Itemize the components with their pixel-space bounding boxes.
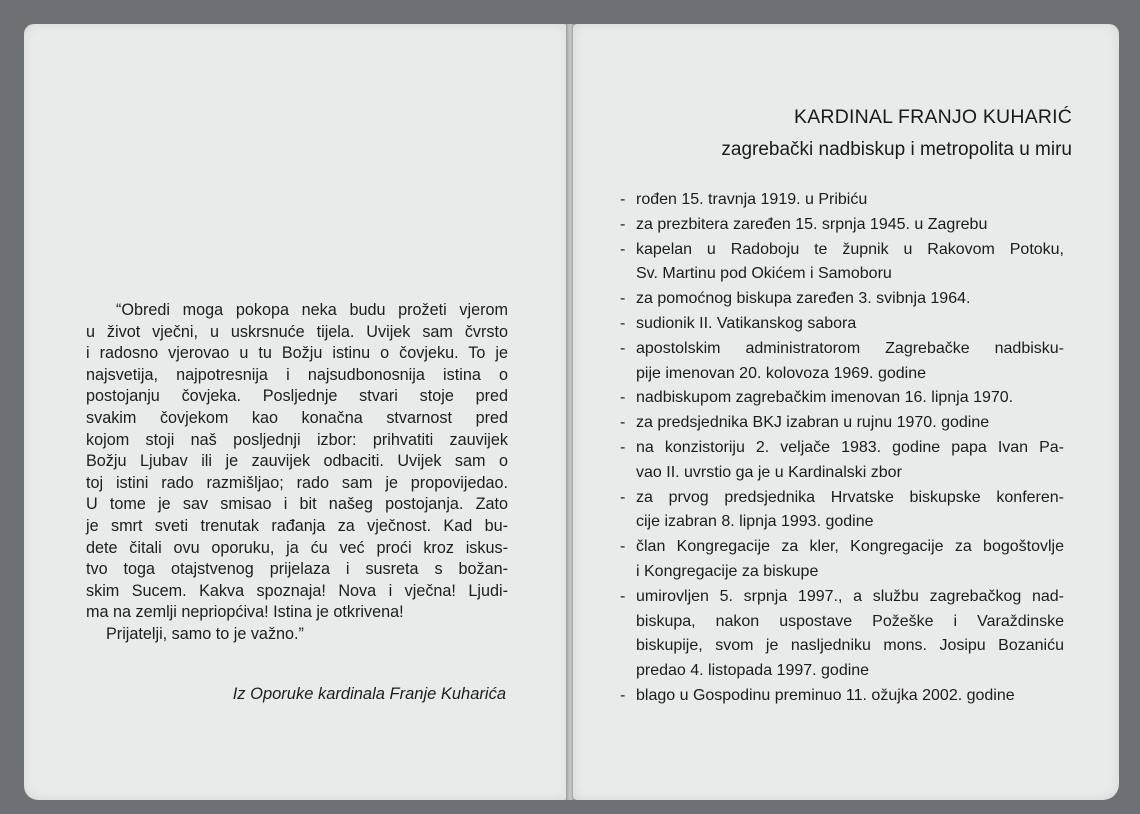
biography-line: pije imenovan 20. kolovoza 1969. godine	[636, 364, 926, 382]
biography-item	[620, 684, 1064, 709]
biography-item	[620, 436, 1064, 486]
quote-line: tvo toga otajstvenog prijelaza i susreta s božan-	[86, 560, 508, 579]
page-subtitle: zagrebački nadbiskup i metropolita u miru	[721, 139, 1072, 160]
biography-line: Sv. Martinu pod Okićem i Samoboru	[636, 265, 892, 283]
quote-line: kojom stoji naš posljednji izbor: prihvatiti zauvijek	[86, 430, 508, 449]
biography-line: biskupije, svom je nasljedniku mons. Josipu Bozaniću	[636, 637, 1064, 655]
quote-line: toj istini rado razmišljao; rado sam je propovijedao.	[86, 473, 508, 492]
biography-line: - član Kongregacije za kler, Kongregacije za bogoštovlje	[636, 538, 1064, 556]
biography-item	[620, 486, 1064, 536]
biography-line: - za predsjednika BKJ izabran u rujnu 1970. godine	[636, 414, 990, 432]
biography-line: - na konzistoriju 2. veljače 1983. godine papa Ivan Pa-	[636, 438, 1064, 456]
quote-line: Božju Ljubav ili je zauvijek odbaciti. Uvijek sam o	[86, 452, 508, 471]
quote-line: postojanju čovjeka. Posljednje stvari stoje pred	[86, 387, 508, 406]
biography-line: i Kongregacije za biskupe	[636, 562, 819, 580]
biography-item	[620, 287, 1064, 312]
biography-line: - kapelan u Radoboju te župnik u Rakovom Potoku,	[636, 240, 1064, 258]
biography-line: - nadbiskupom zagrebačkim imenovan 16. lipnja 1970.	[636, 389, 1014, 407]
page-title: KARDINAL FRANJO KUHARIĆ	[794, 106, 1072, 128]
quote-line: dete čitali ovu oporuku, ja ću već proći kroz iskus-	[86, 538, 508, 557]
quote-source: Iz Oporuke kardinala Franje Kuharića	[232, 685, 506, 703]
biography-item	[620, 312, 1064, 337]
biography-line: - rođen 15. travnja 1919. u Pribiću	[636, 191, 868, 208]
biography-line: - umirovljen 5. srpnja 1997., a službu zagrebačkog nad-	[636, 587, 1064, 605]
quote-line: najsvetija, najpotresnija i najsudbonosnija istina o	[86, 365, 508, 384]
biography-line: - sudionik II. Vatikanskog sabora	[636, 314, 857, 332]
quote-line: je smrt sveti trenutak rađanja za vječnost. Kad bu-	[86, 516, 508, 535]
quote-line: u život vječni, u uskrsnuće tijela. Uvijek sam čvrsto	[86, 322, 508, 341]
biography-line: - apostolskim administratorom Zagrebačke nadbisku-	[636, 339, 1064, 357]
quote-line: skim Sucem. Kakva spoznaja! Nova i vječna! Ljudi-	[86, 581, 508, 600]
biography-line: - za pomoćnog biskupa zaređen 3. svibnja 1964.	[636, 290, 971, 308]
biography-line: vao II. uvrstio ga je u Kardinalski zbor	[636, 463, 902, 481]
biography-item	[620, 386, 1064, 411]
quote-line: i radosno vjerovao u tu Božju istinu o čovjeku. To je	[86, 344, 508, 363]
biography-item	[620, 337, 1064, 387]
quote-line: ma na zemlji nepriopćiva! Istina je otkrivena!	[86, 603, 404, 622]
biography-item	[620, 535, 1064, 585]
biography-list	[620, 188, 1064, 709]
quote-line: U tome je sav smisao i bit našeg postojanja. Zato	[86, 495, 508, 514]
biography-item	[620, 213, 1064, 238]
biography-line: cije izabran 8. lipnja 1993. godine	[636, 513, 874, 531]
biography-line: - blago u Gospodinu preminuo 11. ožujka 2002. godine	[636, 686, 1015, 704]
biography-line: - za prezbitera zaređen 15. srpnja 1945. u Zagrebu	[636, 215, 988, 233]
biography-item	[620, 238, 1064, 288]
biography-line: - za prvog predsjednika Hrvatske biskupske konferen-	[636, 488, 1064, 506]
biography-item	[620, 411, 1064, 436]
quote-line: Prijatelji, samo to je važno.”	[106, 624, 304, 643]
biography-line: predao 4. listopada 1997. godine	[636, 662, 870, 680]
biography-item	[620, 585, 1064, 684]
quote-line: svakim čovjekom kao konačna stvarnost pred	[86, 408, 508, 427]
biography-item	[620, 188, 1064, 213]
testament-quote	[86, 300, 508, 646]
quote-line: “Obredi moga pokopa neka budu prožeti vjerom	[116, 301, 508, 319]
biography-line: biskupa, nakon uspostave Požeške i Varaždinske	[636, 612, 1064, 630]
